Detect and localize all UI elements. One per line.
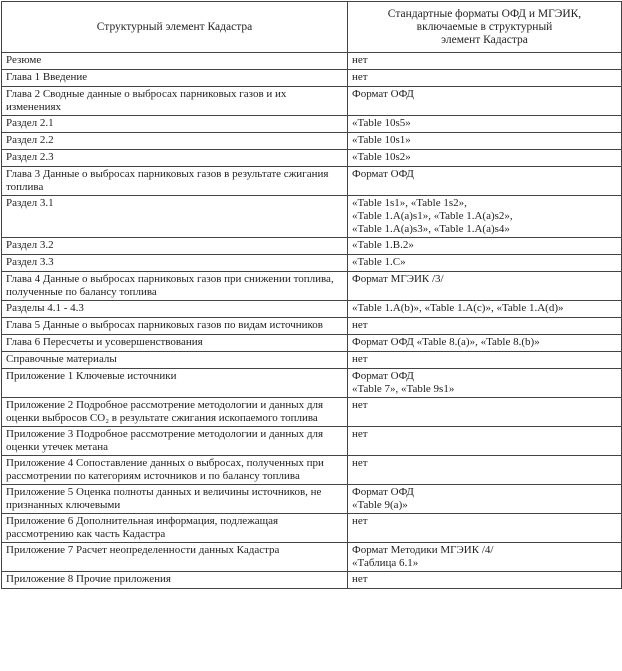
header-standard-formats: Стандартные форматы ОФД и МГЭИК, включаемые в структурный элемент Кадастра — [348, 2, 622, 53]
table-row — [2, 514, 622, 543]
table-row — [2, 87, 622, 116]
table-row — [2, 255, 622, 272]
formats-cell: нет — [348, 70, 622, 87]
table-row — [2, 335, 622, 352]
formats-cell: «Table 1s1», «Table 1s2», «Table 1.A(a)s1», «Table 1.A(a)s2», «Table 1.A(a)s3», «Table 1.A(a)s4» — [348, 196, 622, 238]
formats-cell: «Table 1.A(b)», «Table 1.A(c)», «Table 1.A(d)» — [348, 301, 622, 318]
formats-cell: «Table 10s2» — [348, 150, 622, 167]
element-cell: Приложение 1 Ключевые источники — [2, 369, 348, 398]
element-cell: Приложение 7 Расчет неопределенности данных Кадастра — [2, 543, 348, 572]
table-row — [2, 398, 622, 427]
formats-cell: нет — [348, 514, 622, 543]
table-row — [2, 196, 622, 238]
formats-cell: нет — [348, 427, 622, 456]
table-header — [2, 2, 622, 53]
formats-cell: Формат ОФД «Table 8.(a)», «Table 8.(b)» — [348, 335, 622, 352]
formats-cell: «Table 1.B.2» — [348, 238, 622, 255]
formats-cell: нет — [348, 572, 622, 589]
element-cell: Раздел 3.1 — [2, 196, 348, 238]
table-row — [2, 543, 622, 572]
formats-cell: нет — [348, 352, 622, 369]
formats-cell: нет — [348, 398, 622, 427]
element-cell: Раздел 2.3 — [2, 150, 348, 167]
table-row — [2, 150, 622, 167]
element-cell: Приложение 8 Прочие приложения — [2, 572, 348, 589]
table-row — [2, 427, 622, 456]
element-cell: Раздел 2.1 — [2, 116, 348, 133]
table-body — [2, 53, 622, 589]
element-cell: Раздел 3.3 — [2, 255, 348, 272]
formats-cell: нет — [348, 456, 622, 485]
table-row — [2, 167, 622, 196]
table-row — [2, 485, 622, 514]
formats-cell: «Table 10s5» — [348, 116, 622, 133]
element-cell: Приложение 3 Подробное рассмотрение методологии и данных для оценки утечек метана — [2, 427, 348, 456]
formats-cell: нет — [348, 318, 622, 335]
header-structural-element: Структурный элемент Кадастра — [2, 2, 348, 53]
element-cell: Справочные материалы — [2, 352, 348, 369]
formats-cell: Формат ОФД «Table 7», «Table 9s1» — [348, 369, 622, 398]
table-row — [2, 369, 622, 398]
element-cell: Раздел 2.2 — [2, 133, 348, 150]
table-row — [2, 572, 622, 589]
table-row — [2, 352, 622, 369]
formats-cell: Формат ОФД «Table 9(a)» — [348, 485, 622, 514]
element-cell: Глава 2 Сводные данные о выбросах парниковых газов и их изменениях — [2, 87, 348, 116]
table-row — [2, 272, 622, 301]
cadastre-structure-table — [1, 1, 622, 589]
element-cell: Приложение 2 Подробное рассмотрение методологии и данных для оценки выбросов СО₂ в результате сжигания ископаемого топлива — [2, 398, 348, 427]
table-row — [2, 318, 622, 335]
table-row — [2, 116, 622, 133]
element-cell: Приложение 6 Дополнительная информация, подлежащая рассмотрению как часть Кадастра — [2, 514, 348, 543]
header-row — [2, 2, 622, 53]
element-cell: Приложение 4 Сопоставление данных о выбросах, полученных при рассмотрении по категориям источников и по балансу топлива — [2, 456, 348, 485]
element-cell: Резюме — [2, 53, 348, 70]
table-row — [2, 238, 622, 255]
formats-cell: Формат ОФД — [348, 87, 622, 116]
formats-cell: Формат Методики МГЭИК /4/ «Таблица 6.1» — [348, 543, 622, 572]
table-row — [2, 301, 622, 318]
table-row — [2, 70, 622, 87]
formats-cell: «Table 1.C» — [348, 255, 622, 272]
element-cell: Глава 6 Пересчеты и усовершенствования — [2, 335, 348, 352]
element-cell: Глава 5 Данные о выбросах парниковых газов по видам источников — [2, 318, 348, 335]
formats-cell: «Table 10s1» — [348, 133, 622, 150]
element-cell: Глава 3 Данные о выбросах парниковых газов в результате сжигания топлива — [2, 167, 348, 196]
table-row — [2, 456, 622, 485]
element-cell: Приложение 5 Оценка полноты данных и величины источников, не признанных ключевыми — [2, 485, 348, 514]
element-cell: Разделы 4.1 - 4.3 — [2, 301, 348, 318]
formats-cell: нет — [348, 53, 622, 70]
formats-cell: Формат ОФД — [348, 167, 622, 196]
table-row — [2, 133, 622, 150]
element-cell: Раздел 3.2 — [2, 238, 348, 255]
table-row — [2, 53, 622, 70]
formats-cell: Формат МГЭИК /3/ — [348, 272, 622, 301]
element-cell: Глава 4 Данные о выбросах парниковых газов при снижении топлива, полученные по балансу топлива — [2, 272, 348, 301]
element-cell: Глава 1 Введение — [2, 70, 348, 87]
